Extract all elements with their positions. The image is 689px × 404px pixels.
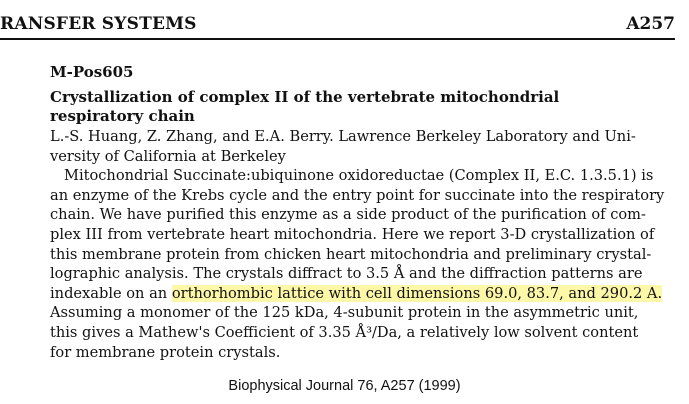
body-line: for membrane protein crystals. [50,343,281,361]
authors-line: versity of California at Berkeley [50,147,286,165]
highlight-prefix: indexable on an [50,284,172,302]
abstract-id: M-Pos605 [50,63,134,81]
body-line: chain. We have purified this enzyme as a side product of the purification of com- [50,206,646,224]
running-header-section: RANSFER SYSTEMS [0,14,197,34]
citation-caption: Biophysical Journal 76, A257 (1999) [228,378,461,394]
authors-line: L.-S. Huang, Z. Zhang, and E.A. Berry. Lawrence Berkeley Laboratory and Uni- [50,128,636,145]
highlighted-text: orthorhombic lattice with cell dimensions 69.0, 83.7, and 290.2 A. [171,284,663,302]
abstract-body [50,127,664,362]
body-line: plex III from vertebrate heart mitochondria. Here we report 3-D crystallization of [50,225,655,243]
body-line: an enzyme of the Krebs cycle and the entry point for succinate into the respiratory [50,186,665,204]
body-line: lographic analysis. The crystals diffract to 3.5 Å and the diffraction patterns are [50,265,643,283]
running-header-page-code: A257 [626,14,675,34]
body-line: Mitochondrial Succinate:ubiquinone oxidoreductae (Complex II, E.C. 1.3.5.1) is [64,167,654,185]
abstract-title-line: Crystallization of complex II of the vertebrate mitochondrial [50,88,560,106]
body-line: this membrane protein from chicken heart mitochondria and preliminary crystal- [50,245,652,263]
abstract-title-line: respiratory chain [50,107,195,125]
header-rule [0,38,675,40]
body-line: this gives a Mathew's Coefficient of 3.35 Å³/Da, a relatively low solvent content [50,323,639,341]
abstract-title [50,88,650,126]
body-line-highlighted [50,284,664,304]
body-line: Assuming a monomer of the 125 kDa, 4-subunit protein in the asymmetric unit, [50,304,639,322]
